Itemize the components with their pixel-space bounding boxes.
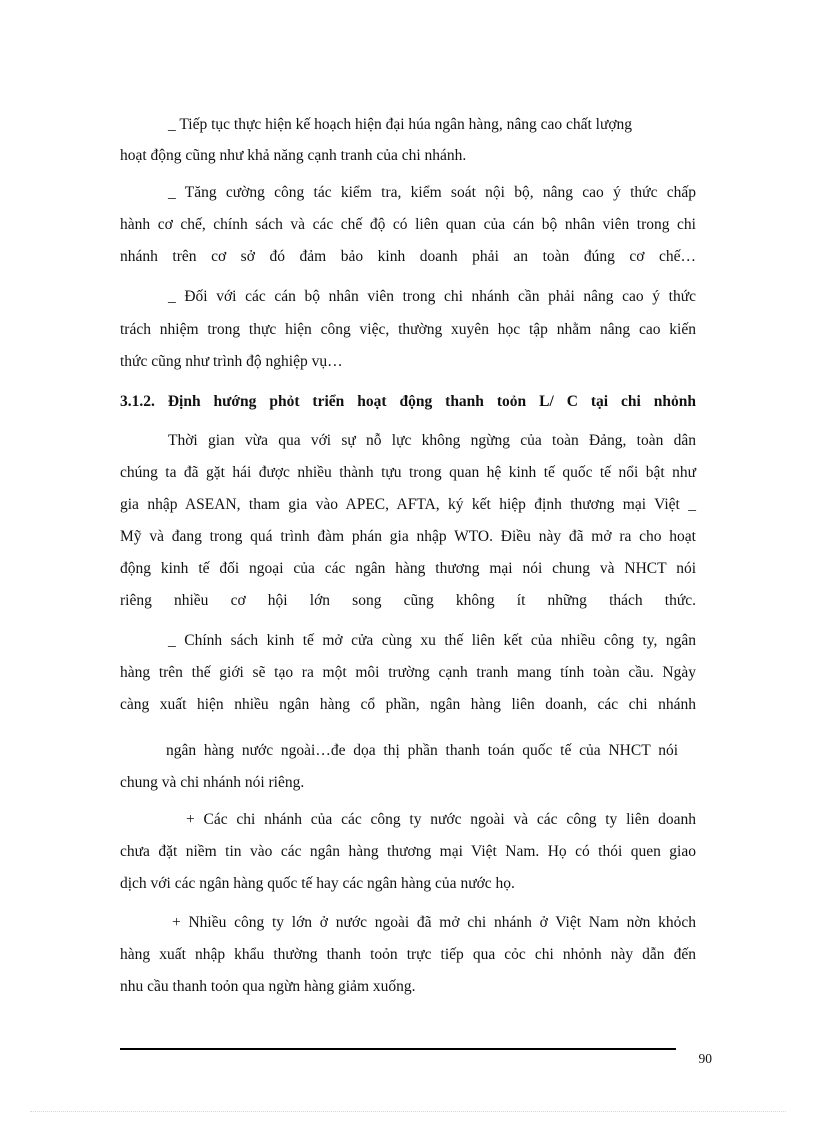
footer-rule (120, 1048, 676, 1050)
text-line: nhu cầu thanh toỏn qua ngừn hàng giảm xuống. (120, 978, 416, 995)
text-line: _ Tiếp tục thực hiện kế hoạch hiện đại húa ngân hàng, nâng cao chất lượng (168, 116, 633, 133)
text-line: càng xuất hiện nhiều ngân hàng cổ phần, ngân hàng liên doanh, các chi nhánh (120, 696, 696, 713)
text-line: hàng trên thế giới sẽ tạo ra một môi trường cạnh tranh mang tính toàn cầu. Ngày (120, 664, 696, 681)
text-line: _ Đối với các cán bộ nhân viên trong chi nhánh cần phải nâng cao ý thức (168, 288, 696, 305)
text-line: riêng nhiều cơ hội lớn song cũng không ít những thách thức. (120, 592, 696, 609)
text-line: chưa đặt niềm tin vào các ngân hàng thương mại Việt Nam. Họ có thói quen giao (120, 843, 696, 860)
text-line: _ Chính sách kinh tế mở cửa cùng xu thế liên kết của nhiều công ty, ngân (168, 632, 696, 649)
bottom-dotted-border (30, 1111, 786, 1112)
text-line: Thời gian vừa qua với sự nỗ lực không ngừng của toàn Đảng, toàn dân (168, 432, 696, 449)
text-line: thức cũng như trình độ nghiệp vụ… (120, 353, 343, 370)
text-line: hoạt động cũng như khả năng cạnh tranh của chi nhánh. (120, 147, 467, 164)
section-heading: 3.1.2. Định hướng phỏt triển hoạt động thanh toỏn L/ C tại chi nhỏnh (120, 393, 696, 410)
text-line: _ Tăng cường công tác kiểm tra, kiểm soát nội bộ, nâng cao ý thức chấp (168, 184, 696, 201)
text-line: Mỹ và đang trong quá trình đàm phán gia nhập WTO. Điều này đã mở ra cho hoạt (120, 528, 696, 545)
text-line: nhánh trên cơ sở đó đảm bảo kinh doanh phải an toàn đúng cơ chế… (120, 248, 696, 265)
text-line: + Nhiều công ty lớn ở nước ngoài đã mở chi nhánh ở Việt Nam nờn khỏch (172, 914, 696, 931)
text-line: ngân hàng nước ngoài…đe dọa thị phần thanh toán quốc tế của NHCT nói (166, 742, 678, 759)
page-number: 90 (698, 1051, 712, 1066)
text-line: động kinh tế đối ngoại của các ngân hàng thương mại nói chung và NHCT nói (120, 560, 696, 577)
text-line: hành cơ chế, chính sách và các chế độ có liên quan của cán bộ nhân viên trong chi (120, 216, 696, 233)
text-line: hàng xuất nhập khẩu thường thanh toỏn trực tiếp qua cỏc chi nhỏnh này dẫn đến (120, 946, 696, 963)
text-line: gia nhập ASEAN, tham gia vào APEC, AFTA, ký kết hiệp định thương mại Việt _ (120, 496, 696, 513)
text-line: + Các chi nhánh của các công ty nước ngoài và các công ty liên doanh (186, 811, 696, 828)
text-line: chúng ta đã gặt hái được nhiều thành tựu trong quan hệ kinh tế quốc tế nổi bật như (120, 464, 696, 481)
text-line: chung và chi nhánh nói riêng. (120, 774, 305, 791)
text-line: dịch với các ngân hàng quốc tế hay các ngân hàng của nước họ. (120, 875, 515, 892)
text-line: trách nhiệm trong thực hiện công việc, thường xuyên học tập nhằm nâng cao kiến (120, 321, 696, 338)
